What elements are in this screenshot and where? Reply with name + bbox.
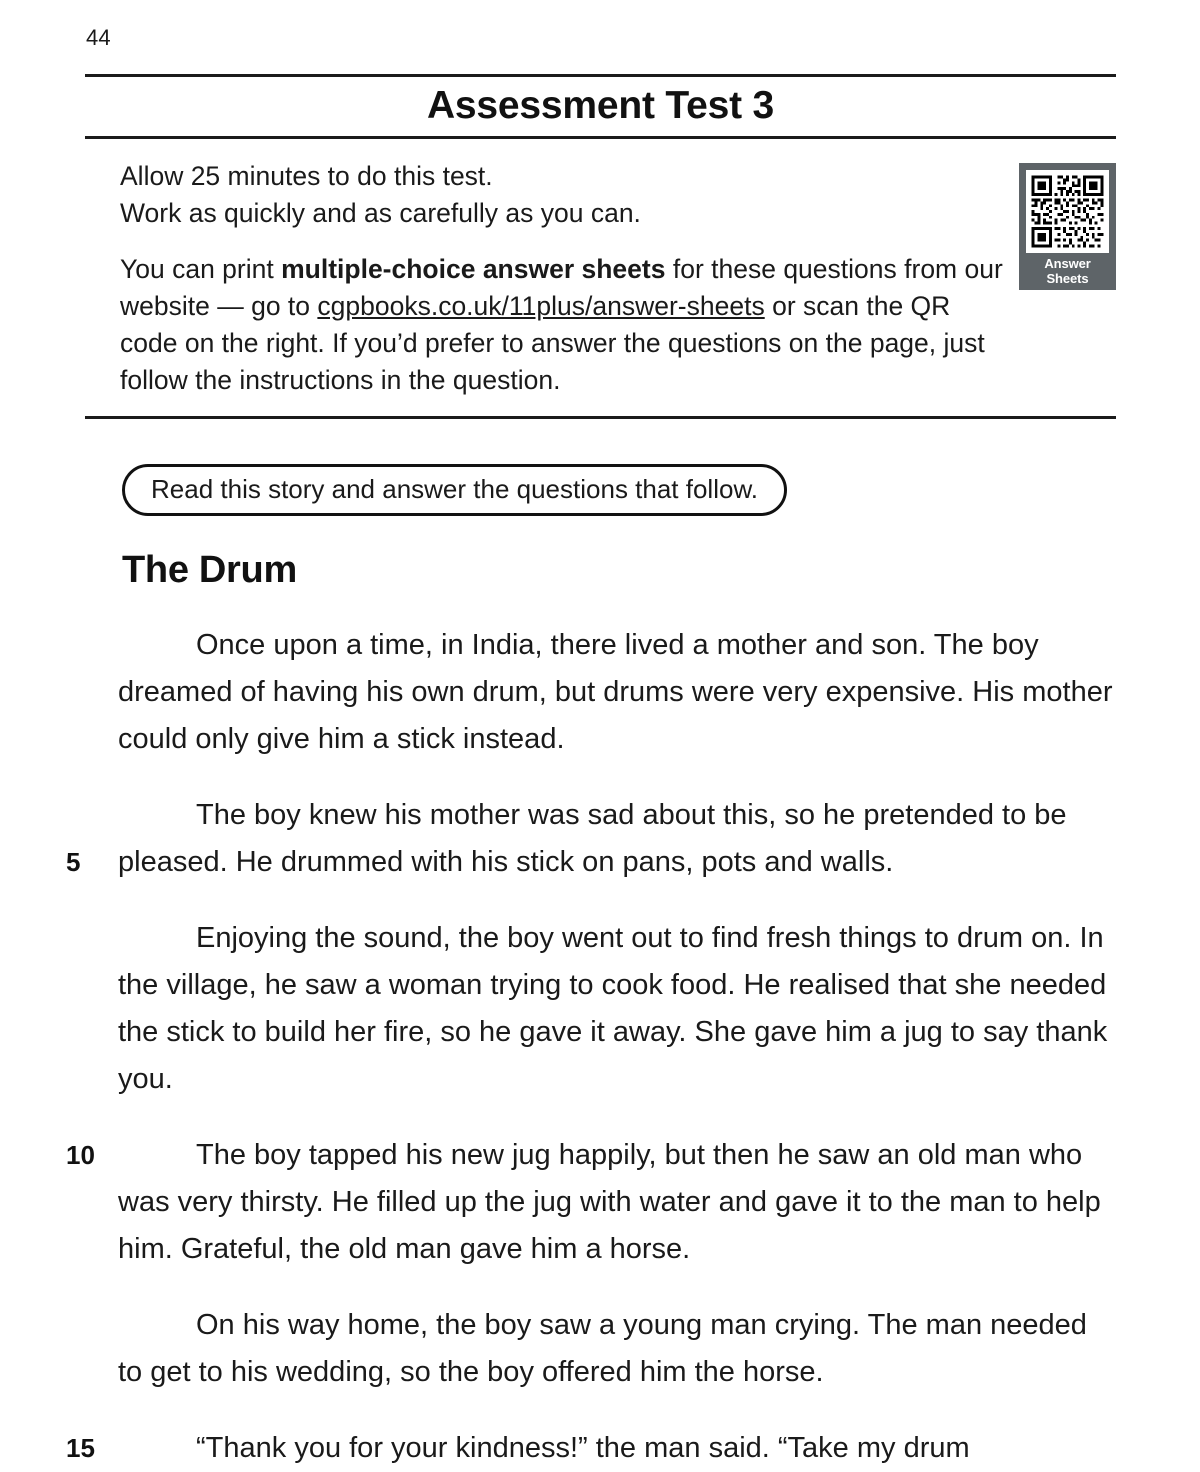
story-title: The Drum	[122, 549, 297, 591]
qr-code-icon	[1026, 170, 1109, 253]
answer-sheets-link[interactable]: cgpbooks.co.uk/11plus/answer-sheets	[317, 291, 765, 321]
qr-badge-caption	[1044, 257, 1090, 286]
story-body	[0, 622, 1200, 1472]
page-number: 44	[86, 25, 111, 50]
instructions-text-before-link: for these questions from our website — go to	[120, 254, 1003, 321]
instructions-rule-bottom	[85, 416, 1116, 419]
reading-instruction-box	[122, 464, 787, 516]
answer-sheets-qr-badge[interactable]	[1019, 163, 1116, 290]
story-paragraph	[0, 792, 1200, 886]
line-number: 15	[66, 1433, 95, 1463]
story-paragraph-text: “Thank you for your kindness!” the man said. “Take my drum	[196, 1432, 970, 1464]
story-paragraph-text: Enjoying the sound, the boy went out to find fresh things to drum on. In the village, he saw a woman trying to cook food. He realised that she needed the stick to build her fire, so he gave it away. She gave him a jug to say thank you.	[118, 922, 1108, 1095]
instructions-text-after-link: or scan the QR code on the right. If you’d prefer to answer the questions on the page, just follow the instructions in the question.	[120, 291, 985, 395]
story-paragraph	[0, 1132, 1200, 1273]
story-paragraph-text: The boy knew his mother was sad about this, so he pretended to be pleased. He drummed with his stick on pans, pots and walls.	[118, 799, 1067, 878]
line-number: 5	[66, 847, 81, 877]
qr-caption-line-1: Answer	[1044, 256, 1091, 271]
line-number: 10	[66, 1140, 95, 1170]
reading-instruction-text: Read this story and answer the questions that follow.	[151, 474, 759, 504]
instructions-line-1: Allow 25 minutes to do this test.	[120, 161, 493, 191]
story-paragraph	[0, 915, 1200, 1103]
page-title: Assessment Test 3	[426, 84, 775, 127]
instructions-line-2: Work as quickly and as carefully as you can.	[120, 198, 641, 228]
story-paragraph-text: The boy tapped his new jug happily, but then he saw an old man who was very thirsty. He filled up the jug with water and gave it to the man to help him. Grateful, the old man gave him a horse.	[118, 1139, 1101, 1265]
story-paragraph-text: Once upon a time, in India, there lived a mother and son. The boy dreamed of having his own drum, but drums were very expensive. His mother could only give him a stick instead.	[118, 629, 1113, 755]
instructions-answer-sheets	[120, 251, 1010, 399]
instructions-timing	[120, 158, 1010, 232]
header-rule-top	[85, 74, 1116, 77]
story-paragraph	[0, 1302, 1200, 1396]
story-paragraph	[0, 1425, 1200, 1472]
story-paragraph	[0, 622, 1200, 763]
instructions-block	[120, 158, 1010, 399]
header-rule-middle	[85, 136, 1116, 139]
instructions-emphasis: multiple-choice answer sheets	[281, 254, 666, 284]
story-paragraph-text: On his way home, the boy saw a young man crying. The man needed to get to his wedding, so the boy offered him the horse.	[118, 1309, 1087, 1388]
instructions-text-before-bold: You can print	[120, 254, 282, 284]
qr-caption-line-2: Sheets	[1046, 270, 1089, 286]
